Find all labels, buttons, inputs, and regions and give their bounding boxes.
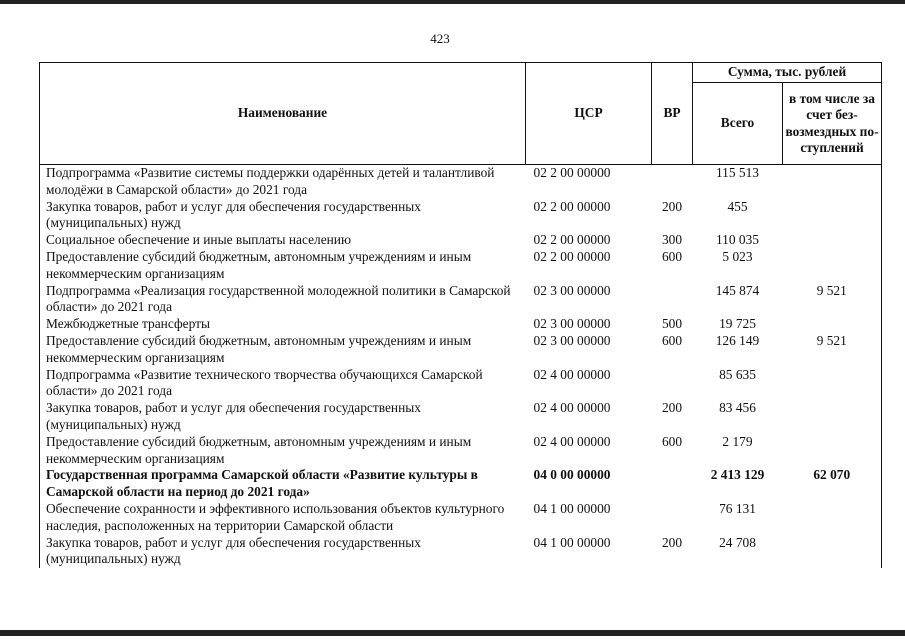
cell-vr: [652, 467, 693, 501]
table-row: [40, 467, 882, 501]
cell-total: 455: [727, 198, 748, 214]
cell-total: 145 874: [715, 282, 760, 298]
table-row: [40, 165, 882, 199]
cell-total: 115 513: [715, 165, 760, 180]
cell-name: Предоставление субсидий бюджетным, автономным учреждениям и иным некоммерческим организациям: [46, 433, 472, 466]
table-row: [40, 333, 882, 367]
cell-name: Предоставление субсидий бюджетным, автономным учреждениям и иным некоммерческим организациям: [46, 332, 472, 365]
cell-grant: [783, 501, 882, 535]
cell-name: Закупка товаров, работ и услуг для обеспечения государственных (муниципальных) нужд: [46, 400, 421, 432]
cell-grant: [783, 316, 882, 333]
cell-csr: 02 3 00 00000: [533, 282, 611, 298]
header-sum-group: Сумма, тыс. рублей: [693, 63, 882, 83]
header-total: Всего: [693, 83, 783, 165]
cell-vr: 600: [661, 332, 683, 348]
page-bottom-border: [0, 630, 905, 636]
cell-csr: 04 1 00 00000: [533, 534, 611, 550]
cell-name: Подпрограмма «Развитие системы поддержки одарённых детей и талантливой молодёжи в Самарской области» до 2021 года: [46, 165, 495, 197]
table-row: [40, 232, 882, 249]
cell-grant: [783, 199, 882, 233]
table-row: [40, 535, 882, 569]
cell-name: Социальное обеспечение и иные выплаты населению: [46, 232, 351, 248]
cell-csr: 02 3 00 00000: [533, 332, 611, 348]
cell-grant: [783, 249, 882, 283]
cell-name: Подпрограмма «Развитие технического творчества обучающихся Самарской области» до 2021 года: [46, 366, 483, 399]
cell-csr: 02 2 00 00000: [533, 232, 611, 248]
cell-total: 2 179: [722, 433, 753, 449]
cell-vr: [652, 501, 693, 535]
cell-total: 76 131: [719, 500, 756, 516]
cell-csr: 02 4 00 00000: [533, 366, 611, 382]
header-csr: ЦСР: [526, 63, 652, 165]
cell-vr: [652, 367, 693, 401]
header-name: Наименование: [40, 63, 526, 165]
table-row: [40, 283, 882, 317]
page-number: 423: [430, 31, 450, 46]
table-row: [40, 249, 882, 283]
cell-total: 110 035: [715, 232, 760, 248]
cell-grant: 9 521: [816, 282, 847, 298]
cell-vr: 600: [661, 248, 683, 264]
table-row: [40, 400, 882, 434]
table-row: [40, 434, 882, 468]
cell-name: Государственная программа Самарской области «Развитие культуры в Самарской области на период до 2021 года»: [46, 467, 478, 500]
table-row: [40, 199, 882, 233]
cell-name: Межбюджетные трансферты: [46, 316, 210, 332]
cell-csr: 02 4 00 00000: [533, 400, 611, 416]
cell-total: 19 725: [719, 316, 756, 332]
cell-vr: 600: [661, 433, 683, 449]
cell-vr: 200: [661, 198, 683, 214]
cell-name: Закупка товаров, работ и услуг для обеспечения государственных (муниципальных) нужд: [46, 198, 421, 231]
cell-grant: [783, 535, 882, 569]
cell-vr: 200: [661, 534, 683, 550]
cell-csr: 02 2 00 00000: [533, 165, 611, 180]
cell-grant: [783, 367, 882, 401]
cell-total: 126 149: [715, 332, 760, 348]
cell-csr: 02 3 00 00000: [533, 316, 611, 332]
cell-csr: 02 2 00 00000: [533, 198, 611, 214]
cell-name: Предоставление субсидий бюджетным, автономным учреждениям и иным некоммерческим организациям: [46, 248, 472, 281]
cell-total: 5 023: [722, 248, 753, 264]
cell-grant: [783, 434, 882, 468]
cell-vr: [652, 283, 693, 317]
page-top-border: [0, 0, 905, 4]
cell-name: Подпрограмма «Реализация государственной молодежной политики в Самарской области» до 2021 года: [46, 282, 511, 315]
cell-csr: 02 4 00 00000: [533, 433, 611, 449]
cell-grant: [783, 232, 882, 249]
cell-grant: 9 521: [816, 332, 847, 348]
cell-vr: 200: [661, 400, 683, 416]
header-vr: ВР: [652, 63, 693, 165]
cell-name: Обеспечение сохранности и эффективного использования объектов культурного наследия, расположенных на территории Самарской области: [46, 500, 505, 533]
cell-csr: 04 0 00 00000: [533, 467, 611, 483]
cell-name: Закупка товаров, работ и услуг для обеспечения государственных (муниципальных) нужд: [46, 534, 421, 567]
cell-vr: [652, 165, 693, 199]
cell-grant: [783, 400, 882, 434]
cell-vr: 300: [661, 232, 683, 248]
table-row: [40, 501, 882, 535]
header-grant: в том числе за счет без-возмездных по-ступлений: [783, 83, 882, 165]
budget-table: [39, 62, 882, 568]
cell-total: 2 413 129: [710, 467, 765, 483]
cell-total: 85 635: [719, 366, 756, 382]
cell-csr: 02 2 00 00000: [533, 248, 611, 264]
table-body: [40, 165, 882, 569]
table-row: [40, 316, 882, 333]
cell-grant: [783, 165, 882, 199]
cell-vr: 500: [661, 316, 683, 332]
cell-csr: 04 1 00 00000: [533, 500, 611, 516]
cell-total: 24 708: [719, 534, 756, 550]
cell-grant: 62 070: [813, 467, 851, 483]
cell-total: 83 456: [719, 400, 756, 416]
table-row: [40, 367, 882, 401]
